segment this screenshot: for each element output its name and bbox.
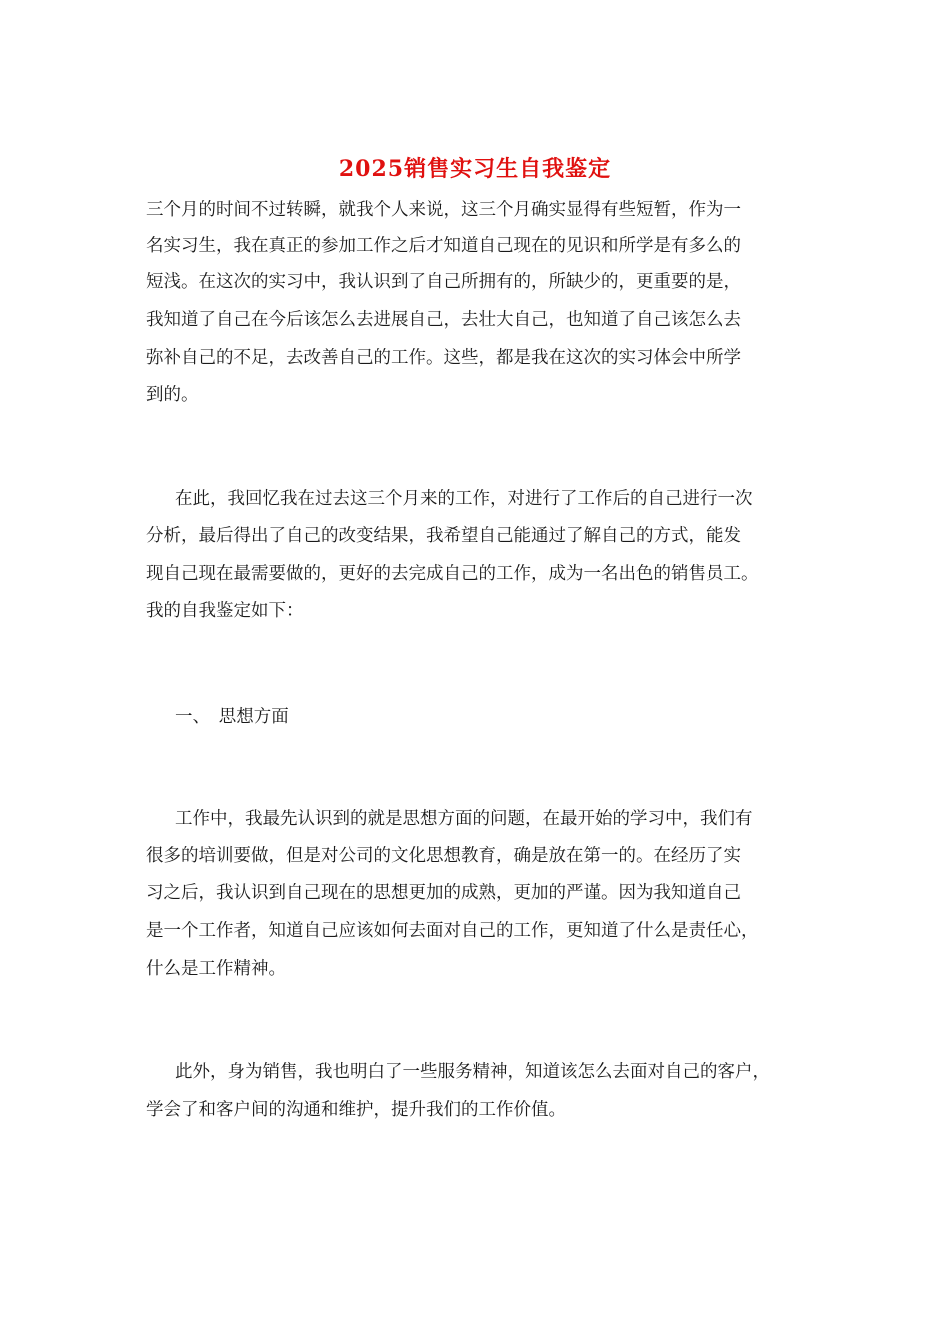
paragraph-2-line: 分析，最后得出了自己的改变结果，我希望自己能通过了解自己的方式，能发 <box>146 526 741 546</box>
paragraph-1-line: 弥补自己的不足，去改善自己的工作。这些，都是我在这次的实习体会中所学 <box>146 348 741 368</box>
paragraph-4-line: 学会了和客户间的沟通和维护，提升我们的工作价值。 <box>146 1100 566 1120</box>
paragraph-3-line: 工作中，我最先认识到的就是思想方面的问题，在最开始的学习中，我们有 <box>175 809 753 829</box>
paragraph-3-line: 习之后，我认识到自己现在的思想更加的成熟，更加的严谨。因为我知道自己 <box>146 883 741 903</box>
paragraph-2-line: 我的自我鉴定如下： <box>146 601 304 621</box>
section-heading: 一、 思想方面 <box>175 707 289 727</box>
paragraph-1-line: 到的。 <box>146 385 199 405</box>
paragraph-1-line: 短浅。在这次的实习中，我认识到了自己所拥有的，所缺少的，更重要的是， <box>146 272 741 292</box>
paragraph-4-line: 此外，身为销售，我也明白了一些服务精神，知道该怎么去面对自己的客户， <box>175 1062 770 1082</box>
paragraph-3-line: 是一个工作者，知道自己应该如何去面对自己的工作，更知道了什么是责任心， <box>146 921 759 941</box>
paragraph-2-line: 现自己现在最需要做的，更好的去完成自己的工作，成为一名出色的销售员工。 <box>146 564 759 584</box>
paragraph-2-line: 在此，我回忆我在过去这三个月来的工作，对进行了工作后的自己进行一次 <box>175 489 753 509</box>
paragraph-1-line: 名实习生，我在真正的参加工作之后才知道自己现在的见识和所学是有多么的 <box>146 236 741 256</box>
paragraph-1-line: 我知道了自己在今后该怎么去进展自己，去壮大自己，也知道了自己该怎么去 <box>146 310 741 330</box>
paragraph-3-line: 很多的培训要做，但是对公司的文化思想教育，确是放在第一的。在经历了实 <box>146 846 741 866</box>
paragraph-1-line: 三个月的时间不过转瞬，就我个人来说，这三个月确实显得有些短暂，作为一 <box>146 200 741 220</box>
document-title: 2025销售实习生自我鉴定 <box>338 156 612 182</box>
paragraph-3-line: 什么是工作精神。 <box>146 959 286 979</box>
